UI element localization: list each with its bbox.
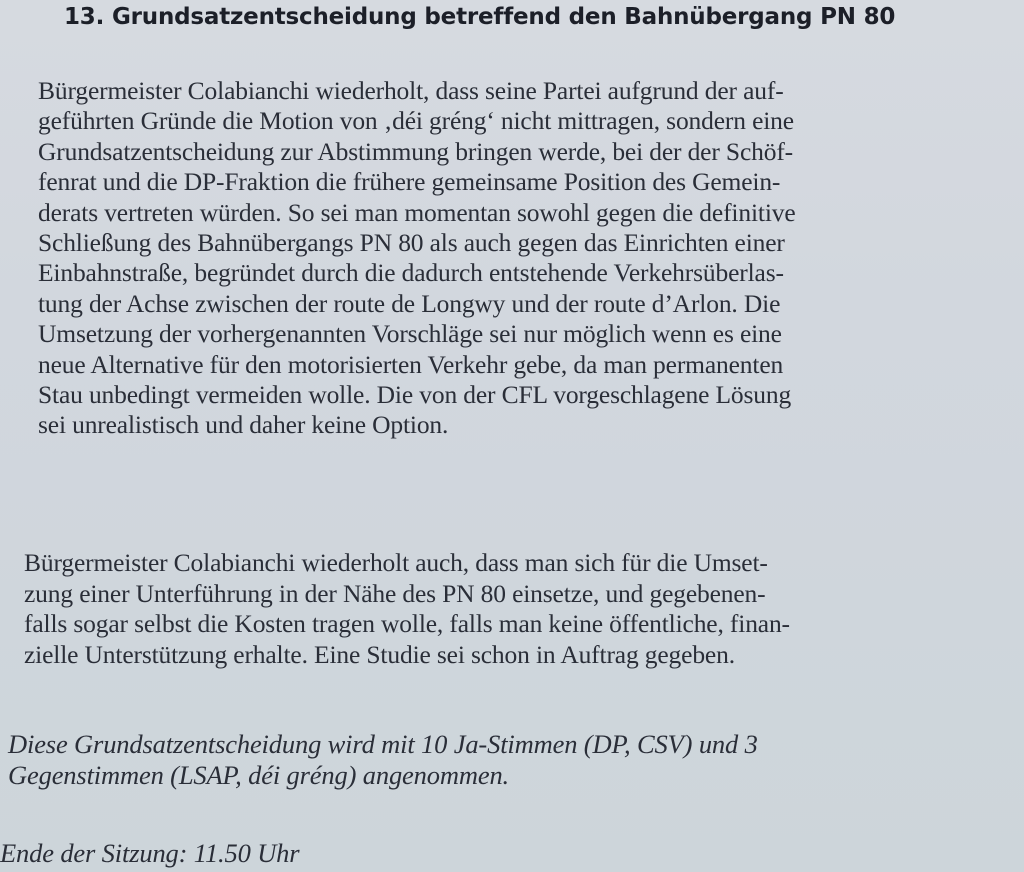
session-end: [0, 838, 299, 869]
paragraph-line: Bürgermeister Colabianchi wiederholt auch, dass man sich für die Umset-: [24, 548, 768, 577]
paragraph-1: [38, 76, 796, 441]
paragraph-line: Schließung des Bahnübergangs PN 80 als auch gegen das Einrichten einer: [38, 228, 785, 258]
paragraph-line: Grundsatzentscheidung zur Abstimmung bringen werde, bei der der Schöf-: [38, 136, 793, 166]
paragraph-line: Einbahnstraße, begründet durch die dadurch entstehende Verkehrsüberlas-: [38, 258, 784, 288]
session-end-text: Ende der Sitzung: 11.50 Uhr: [0, 838, 300, 868]
section-heading: 13. Grundsatzentscheidung betreffend den Bahnübergang PN 80: [64, 4, 896, 30]
paragraph-line: zung einer Unterführung in der Nähe des PN 80 einsetze, und gegebenen-: [24, 578, 766, 608]
vote-result-line: Diese Grundsatzentscheidung wird mit 10 Ja-Stimmen (DP, CSV) und 3: [8, 729, 758, 759]
paragraph-line: neue Alternative für den motorisierten Verkehr gebe, da man permanenten: [38, 349, 784, 379]
paragraph-line: Umsetzung der vorhergenannten Vorschläge sei nur möglich wenn es eine: [38, 319, 782, 349]
vote-result-line: Gegenstimmen (LSAP, déi gréng) angenommen.: [8, 760, 510, 790]
vote-result: [8, 729, 758, 791]
paragraph-2: [24, 548, 790, 670]
paragraph-line: zielle Unterstützung erhalte. Eine Studie sei schon in Auftrag gegeben.: [24, 639, 735, 669]
paragraph-line: Bürgermeister Colabianchi wiederholt, dass seine Partei aufgrund der auf-: [38, 76, 784, 105]
paragraph-line: sei unrealistisch und daher keine Option.: [38, 410, 449, 440]
paragraph-line: falls sogar selbst die Kosten tragen wolle, falls man keine öffentliche, finan-: [24, 609, 790, 638]
paragraph-line: tung der Achse zwischen der route de Longwy und der route d’Arlon. Die: [38, 288, 781, 318]
paragraph-line: fenrat und die DP-Fraktion die frühere gemeinsame Position des Gemein-: [38, 167, 781, 197]
paragraph-line: Stau unbedingt vermeiden wolle. Die von der CFL vorgeschlagene Lösung: [38, 380, 792, 410]
paragraph-line: derats vertreten würden. So sei man momentan sowohl gegen die definitive: [38, 197, 796, 227]
paragraph-line: geführten Gründe die Motion von ‚déi gréng‘ nicht mittragen, sondern eine: [38, 106, 794, 136]
